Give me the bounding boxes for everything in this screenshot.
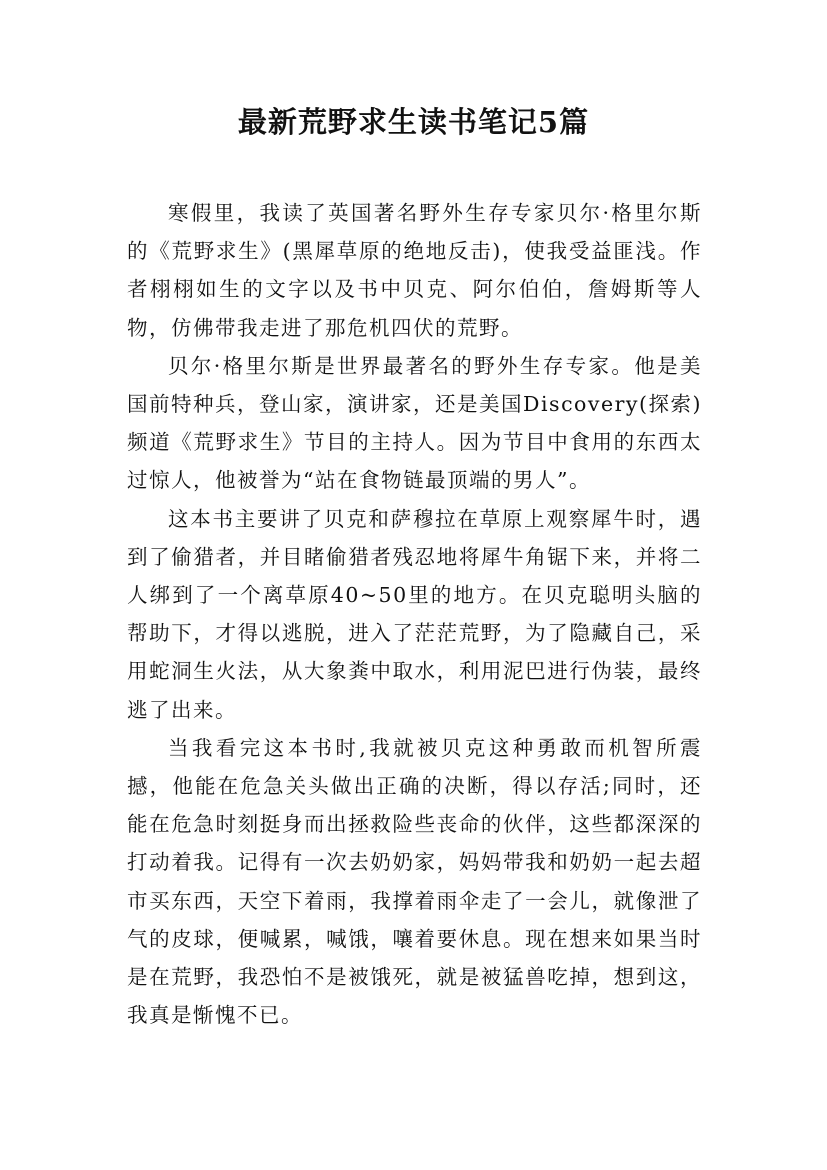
document-body — [127, 194, 702, 1034]
paragraph-3: 这本书主要讲了贝克和萨穆拉在草原上观察犀牛时，遇到了偷猎者，并目睹偷猎者残忍地将犀牛角锯下来，并将二人绑到了一个离草原40~50里的地方。在贝克聪明头脑的帮助下，才得以逃脱，进入了茫茫荒野，为了隐藏自己，采用蛇洞生火法，从大象粪中取水，利用泥巴进行伪装，最终逃了出来。 — [127, 506, 702, 722]
paragraph-2: 贝尔·格里尔斯是世界最著名的野外生存专家。他是美国前特种兵，登山家，演讲家，还是美国Discovery(探索)频道《荒野求生》节目的主持人。因为节目中食用的东西太过惊人，他被誉为“站在食物链最顶端的男人”。 — [127, 353, 702, 493]
document-title: 最新荒野求生读书笔记5篇 — [237, 105, 590, 139]
paragraph-4: 当我看完这本书时,我就被贝克这种勇敢而机智所震撼，他能在危急关头做出正确的决断，得以存活;同时，还能在危急时刻挺身而出拯救险些丧命的伙伴，这些都深深的打动着我。记得有一次去奶奶家，妈妈带我和奶奶一起去超市买东西，天空下着雨，我撑着雨伞走了一会儿，就像泄了气的皮球，便喊累，喊饿，嚷着要休息。现在想来如果当时是在荒野，我恐怕不是被饿死，就是被猛兽吃掉，想到这，我真是惭愧不已。 — [127, 735, 702, 1028]
paragraph-1: 寒假里，我读了英国著名野外生存专家贝尔·格里尔斯的《荒野求生》(黑犀草原的绝地反击)，使我受益匪浅。作者栩栩如生的文字以及书中贝克、阿尔伯伯，詹姆斯等人物，仿佛带我走进了那危机四伏的荒野。 — [127, 201, 702, 340]
